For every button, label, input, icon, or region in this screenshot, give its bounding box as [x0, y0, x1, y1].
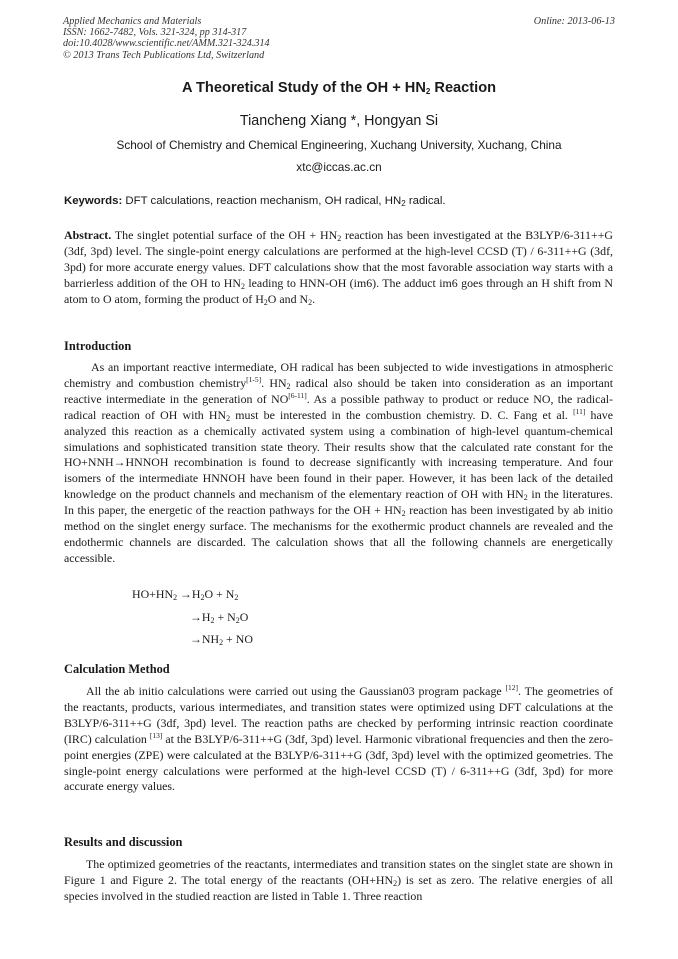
calculation-body: All the ab initio calculations were carried out using the Gaussian03 program package [12]. The geometries of the reactants, products, various intermediates, and transition states were optimized using DFT calculations at the B3LYP/6-311++G (3df, 3pd) level. The reaction paths are checked by performing intrinsic reaction coordinate (IRC) calculation [13] at the B3LYP/6-311++G (3df, 3pd) level. Harmonic vibrational frequencies and then the zero-point energies (ZPE) were calculated at the B3LYP/6-311++G (3df, 3pd) level with the optimized geometries. The single-point energy calculations were performed at the high-level CCSD (T) / 6-311++G (3df, 3pd) for more accurate energy values.: [64, 683, 613, 794]
equation-3: $\to NH_2$ + NO: [190, 632, 253, 647]
paper-title: A Theoretical Study of the OH + $HN_2$ Reaction: [181, 80, 497, 96]
abstract: Abstract. The singlet potential surface of the OH + $HN_2$ reaction has been investigated at the B3LYP/6-311++G (3df, 3pd) level. The single-point energy calculations are performed at the high-level CCSD (T) / 6-311++G (3df, 3pd) for more accurate energy values. DFT calculations show that the most favorable association way starts with a barrierless addition of the OH to $HN_2$ leading to HNN-OH (im6). The adduct im6 goes through an H shift from N atom to O atom, forming the product of $H_2O$ and $N_2$.: [64, 228, 613, 307]
results-heading: Results and discussion: [64, 835, 183, 849]
doi-line: doi:10.4028/www.scientific.net/AMM.321-324.314: [63, 38, 270, 50]
authors: Tiancheng Xiang *, Hongyan Si: [239, 113, 439, 129]
journal-name: Applied Mechanics and Materials: [63, 16, 202, 27]
keywords: Keywords: DFT calculations, reaction mechanism, OH radical, $HN_2$ radical.: [64, 195, 446, 208]
introduction-heading: Introduction: [64, 339, 132, 353]
equation-2: $\to H_2 + N_2O$: [190, 610, 249, 625]
results-body: The optimized geometries of the reactants, intermediates and transition states on the singlet state are shown in Figure 1 and Figure 2. The total energy of the reactants $(OH+HN_2)$ is set as zero. The relative energies of all species involved in the studied reaction are listed in Table 1. Three reaction: [64, 857, 613, 903]
introduction-body: As an important reactive intermediate, OH radical has been subjected to wide investigations in atmospheric chemistry and combustion chemistry[1-5]. $HN_2$ radical also should be taken into consideration as an important reactive intermediate in the generation of NO[6-11]. As a possible pathway to product or reduce NO, the radical-radical reaction of OH with $HN_2$ must be interested in the combustion chemistry. D. C. Fang et al. [11] have analyzed this reaction as a chemically activated system using a combination of high-level quantum-chemical simulations and sophisticated transition state theory. Their results show that the calculated rate constant for the HO+NNH→HNNOH recombination is found to decrease significantly with increasing temperature. And four isomers of the intermediate HNNOH have been found in their paper. However, it has been lack of the detailed knowledge on the product channels and mechanism of the elementary reaction of OH with $HN_2$ in the literatures. In this paper, the energetic of the reaction pathways for the OH + $HN_2$ reaction has been investigated by ab initio method on the singlet energy surface. The mechanisms for the exothermic product channels are revealed and the endothermic channels are discarded. The calculation shows that all the following channels are energetically accessible.: [64, 360, 614, 565]
journal-header: [63, 16, 615, 61]
affiliation: School of Chemistry and Chemical Engineering, Xuchang University, Xuchang, China: [116, 138, 562, 152]
issn-line: ISSN: 1662-7482, Vols. 321-324, pp 314-317: [63, 27, 247, 39]
online-date: Online: 2013-06-13: [533, 16, 615, 27]
calculation-heading: Calculation Method: [64, 662, 170, 676]
equation-1: $HO+HN_2 \to H_2O + N_2$: [132, 587, 239, 602]
email: xtc@iccas.ac.cn: [296, 160, 382, 174]
copyright-line: © 2013 Trans Tech Publications Ltd, Switzerland: [63, 49, 265, 61]
